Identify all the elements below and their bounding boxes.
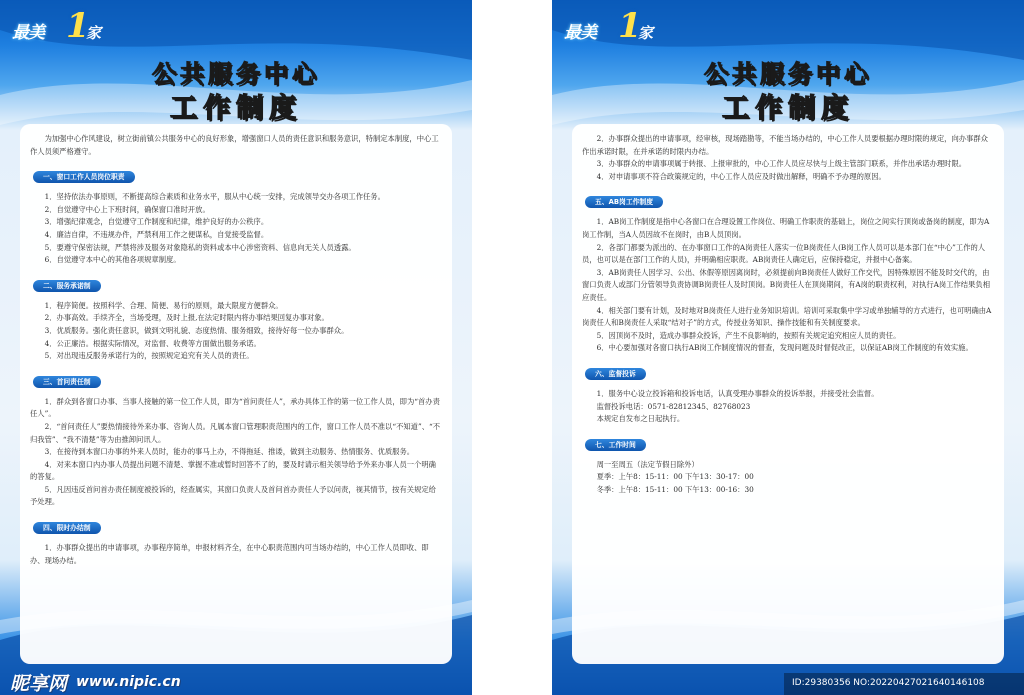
list-item: 本规定自发布之日起执行。 xyxy=(596,414,685,424)
list-item: 6．自觉遵守本中心的其他各项规章制度。 xyxy=(44,255,181,265)
list-item: 5．凡因违反首问首办责任制度被投诉的，经查属实，其窗口负责人及首问首办责任人予以问责，视其情节，按有关规定给予处理。 xyxy=(30,484,436,507)
list-item: 2．办事高效。手续齐全，当场受理，及时上报,在法定时限内将办事结果回复办事对象。 xyxy=(44,313,329,323)
poster-right xyxy=(552,0,1024,695)
right-content xyxy=(582,133,994,496)
list-item: 1．办事群众提出的申请事项，办事程序简单，申报材料齐全，在中心职责范围内可当场办结的，中心工作人员即收、即办、现场办结。 xyxy=(30,543,429,565)
list-item: 4．相关部门要有计划，及时地对B岗责任人进行业务知识培训。培训可采取集中学习或单独辅导的方式进行，也可明确由A岗责任人和B岗责任人采取“结对子”的方式，传授业务知识、操作技能和有关制度要求。 xyxy=(582,305,992,328)
list-item: 4．公正廉洁。根据实际情况，对监督、收费等方面做出服务承诺。 xyxy=(44,338,261,348)
watermark-brand: 昵享网 xyxy=(10,673,68,695)
logo-text-b: 家 xyxy=(86,24,102,42)
section-badge-6: 六、监督投诉 xyxy=(585,368,646,380)
list-item: 6．中心要加强对各窗口执行AB岗工作制度情况的督查，发现问题及时督促改正，以保证AB岗工作制度的有效实施。 xyxy=(596,343,973,353)
list-item: 3．增强纪律观念，自觉遵守工作制度和纪律，维护良好的办公秩序。 xyxy=(44,217,269,227)
brand-logo xyxy=(564,8,664,44)
title-line2: 工作制度 xyxy=(722,93,854,124)
section-badge-5: 五、AB岗工作制度 xyxy=(585,196,663,208)
list-item: 5．因顶岗不及时，造成办事群众投诉，产生不良影响的，按照有关规定追究相应人员的责任。 xyxy=(596,330,901,340)
logo-numeral: 1 xyxy=(618,6,642,46)
list-item: 1．AB岗工作制度是指中心各窗口在合理设置工作岗位、明确工作职责的基础上，岗位之间实行顶岗或备岗的制度，即为A岗工作制，当A人员因故不在岗时，由B人员顶岗。 xyxy=(582,217,990,239)
image-id-bar xyxy=(784,673,1024,695)
list-item: 5．要遵守保密法规，严禁将涉及服务对象隐私的资料或本中心涉密资料、信息向无关人员透露。 xyxy=(44,242,356,252)
image-id-text: ID:29380356 NO:20220427021640146108 xyxy=(792,678,985,688)
section-badge-7: 七、工作时间 xyxy=(585,439,646,451)
list-item: 5．对出现违反服务承诺行为的，按照规定追究有关人员的责任。 xyxy=(44,351,254,361)
list-item: 2．自觉遵守中心上下班时间，确保窗口准时开放。 xyxy=(44,204,210,214)
poster-left xyxy=(0,0,472,695)
logo-text: 最美 xyxy=(12,23,44,43)
list-item: 监督投诉电话：0571-82812345、82768023 xyxy=(596,401,751,411)
list-item: 3．在接待到本窗口办事的外来人员时，能办的事马上办，不得拖延、推诿，做到主动服务、热情服务、优质服务。 xyxy=(44,447,415,457)
list-item: 1．程序简便。按照科学、合理、简便、易行的原则，最大限度方便群众。 xyxy=(44,300,283,310)
list-item: 周一至周五（法定节假日除外） xyxy=(596,459,699,469)
section-badge-3: 三、首问责任制 xyxy=(33,376,101,388)
intro-text: 为加强中心作风建设，树立街前镇公共服务中心的良好形象，增强窗口人员的责任意识和服务意识，特制定本制度，中心工作人员须严格遵守。 xyxy=(30,134,439,156)
section-badge-4: 四、限时办结制 xyxy=(33,522,101,534)
logo-text-b: 家 xyxy=(638,24,654,42)
logo-text: 最美 xyxy=(564,23,596,43)
watermark-logo xyxy=(0,669,220,695)
title-line1: 公共服务中心 xyxy=(704,60,872,88)
title-line2: 工作制度 xyxy=(170,93,302,124)
brand-logo xyxy=(12,8,112,44)
list-item: 夏季：上午8：15-11：00 下午13：30-17：00 xyxy=(596,472,754,482)
list-item: 3．办事群众的申请事项属于转报、上报审批的，中心工作人员应尽快与上级主管部门联系，并作出承诺办理时限。 xyxy=(596,159,967,169)
list-item: 3．AB岗责任人因学习、公出、休假等原因离岗时，必须提前向B岗责任人做好工作交代，因特殊原因不能及时交代的，由窗口负责人或部门分管领导负责协调B岗责任人及时顶岗。B岗责任人在顶岗期间，有A岗的职责权利，对执行A岗工作结果负相应责任。 xyxy=(582,267,990,302)
section-badge-2: 二、服务承诺制 xyxy=(33,280,101,292)
list-item: 4．对申请事项不符合政策规定的，中心工作人员应及时做出解释，明确不予办理的原因。 xyxy=(596,171,886,181)
list-item: 冬季：上午8：15-11：00 下午13：00-16：30 xyxy=(596,484,754,494)
section-badge-1: 一、窗口工作人员岗位职责 xyxy=(33,171,135,183)
list-item: 1．服务中心设立投诉箱和投诉电话，认真受理办事群众的投诉举报，并接受社会监督。 xyxy=(596,388,879,398)
list-item: 1．群众到各窗口办事、当事人接触的第一位工作人员，即为“首问责任人”，承办具体工作的第一位工作人员，即为“首办责任人”。 xyxy=(30,396,440,419)
list-item: 2．“首问责任人”要热情接待外来办事、咨询人员。凡属本窗口管理职责范围内的工作，窗口工作人员不准以“不知道”、“不归我管”、“我不清楚”等为由推卸问讯人。 xyxy=(30,421,441,444)
watermark-url: www.nipic.cn xyxy=(76,674,181,690)
list-item: 2．各部门都要为派出的、在办事窗口工作的A岗责任人落实一位B岗责任人(B岗工作人员可以是本部门在“中心”工作的人员，也可以是在部门工作的人员)，并明确相应职责。AB岗责任人确定后，应保持稳定，并报中心备案。 xyxy=(582,242,986,265)
list-item: 4．对来本窗口内办事人员提出问题不清楚、掌握不准或暂时回答不了的，要及时请示相关领导给予外来办事人员一个明确的答复。 xyxy=(30,459,436,482)
logo-numeral: 1 xyxy=(66,6,90,46)
list-item: 3．优质服务。强化责任意识，做到文明礼貌、态度热情、服务细致，接待好每一位办事群众。 xyxy=(44,325,349,335)
title-line1: 公共服务中心 xyxy=(152,60,320,88)
left-content xyxy=(30,133,442,567)
list-item: 4．廉洁自律，不违规办件，严禁利用工作之便谋私，自觉接受监督。 xyxy=(44,229,269,239)
list-item: 2．办事群众提出的申请事项，经审核，现场踏勘等，不能当场办结的，中心工作人员要根据办理时限的规定，向办事群众作出承诺时限，在并承诺的时限内办结。 xyxy=(582,134,988,156)
list-item: 1．坚持依法办事原则，不断提高综合素质和业务水平，服从中心统一安排，完成领导交办各项工作任务。 xyxy=(44,192,385,202)
